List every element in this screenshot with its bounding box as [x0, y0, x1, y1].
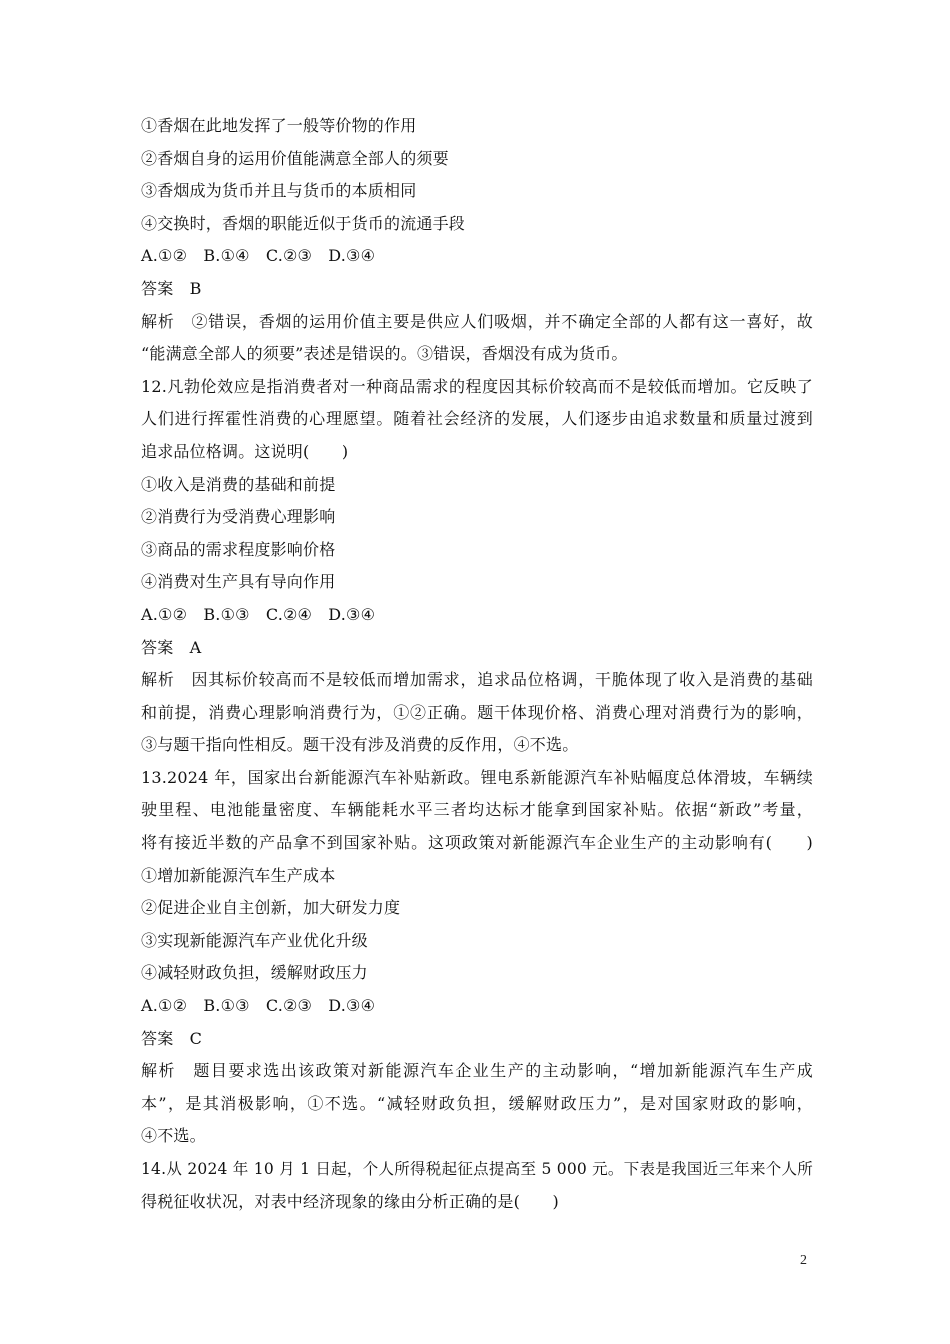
- text-line: ④消费对生产具有导向作用: [141, 572, 336, 592]
- text-line: 答案 C: [141, 1028, 203, 1048]
- text-line: 13.2024 年，国家出台新能源汽车补贴新政。锂电系新能源汽车补贴幅度总体滑坡，车辆续: [141, 767, 813, 787]
- text-line: ③与题干指向性相反。题干没有涉及消费的反作用，④不选。: [141, 735, 579, 755]
- text-line: 驶里程、电池能量密度、车辆能耗水平三者均达标才能拿到国家补贴。依据“新政”考量，: [141, 800, 813, 820]
- text-line: ①增加新能源汽车生产成本: [141, 865, 336, 885]
- text-line: 解析 题目要求选出该政策对新能源汽车企业生产的主动影响，“增加新能源汽车生产成: [141, 1061, 813, 1081]
- text-line: ②消费行为受消费心理影响: [141, 507, 336, 527]
- text-line: ③香烟成为货币并且与货币的本质相同: [141, 181, 417, 201]
- text-line: 人们进行挥霍性消费的心理愿望。随着社会经济的发展，人们逐步由追求数量和质量过渡到: [141, 409, 813, 429]
- text-line: ④交换时，香烟的职能近似于货币的流通手段: [141, 213, 466, 233]
- text-line: 和前提，消费心理影响消费行为，①②正确。题干体现价格、消费心理对消费行为的影响，: [141, 702, 813, 722]
- text-line: ③商品的需求程度影响价格: [141, 539, 336, 559]
- document-body: [141, 110, 813, 1218]
- text-line: 12.凡勃伦效应是指消费者对一种商品需求的程度因其标价较高而不是较低而增加。它反映了: [141, 376, 813, 396]
- text-line: A.①② B.①④ C.②③ D.③④: [141, 246, 376, 266]
- text-line: ②促进企业自主创新，加大研发力度: [141, 898, 401, 918]
- text-line: 答案 A: [141, 637, 202, 657]
- text-line: ①收入是消费的基础和前提: [141, 474, 336, 494]
- text-line: 答案 B: [141, 278, 202, 298]
- text-line: A.①② B.①③ C.②③ D.③④: [141, 996, 376, 1016]
- text-line: 追求品位格调。这说明( ): [141, 441, 349, 461]
- text-line: 本”，是其消极影响，①不选。“减轻财政负担，缓解财政压力”，是对国家财政的影响，: [141, 1093, 813, 1113]
- text-line: ③实现新能源汽车产业优化升级: [141, 930, 368, 950]
- text-line: ①香烟在此地发挥了一般等价物的作用: [141, 116, 417, 135]
- text-line: A.①② B.①③ C.②④ D.③④: [141, 604, 376, 624]
- text-line: ②香烟自身的运用价值能满意全部人的须要: [141, 148, 449, 168]
- text-line: 解析 因其标价较高而不是较低而增加需求，追求品位格调，干脆体现了收入是消费的基础: [141, 670, 813, 690]
- text-line: 得税征收状况，对表中经济现象的缘由分析正确的是( ): [141, 1191, 559, 1211]
- text-line: 解析 ②错误，香烟的运用价值主要是供应人们吸烟，并不确定全部的人都有这一喜好，故: [141, 311, 813, 331]
- text-line: ④减轻财政负担，缓解财政压力: [141, 963, 368, 983]
- text-line: 将有接近半数的产品拿不到国家补贴。这项政策对新能源汽车企业生产的主动影响有( ): [141, 833, 813, 853]
- text-line: ④不选。: [141, 1126, 206, 1146]
- page-number: 2: [800, 1253, 807, 1268]
- text-line: 14.从 2024 年 10 月 1 日起，个人所得税起征点提高至 5 000 元。下表是我国近三年来个人所: [141, 1160, 813, 1178]
- text-line: “能满意全部人的须要”表述是错误的。③错误，香烟没有成为货币。: [141, 344, 628, 364]
